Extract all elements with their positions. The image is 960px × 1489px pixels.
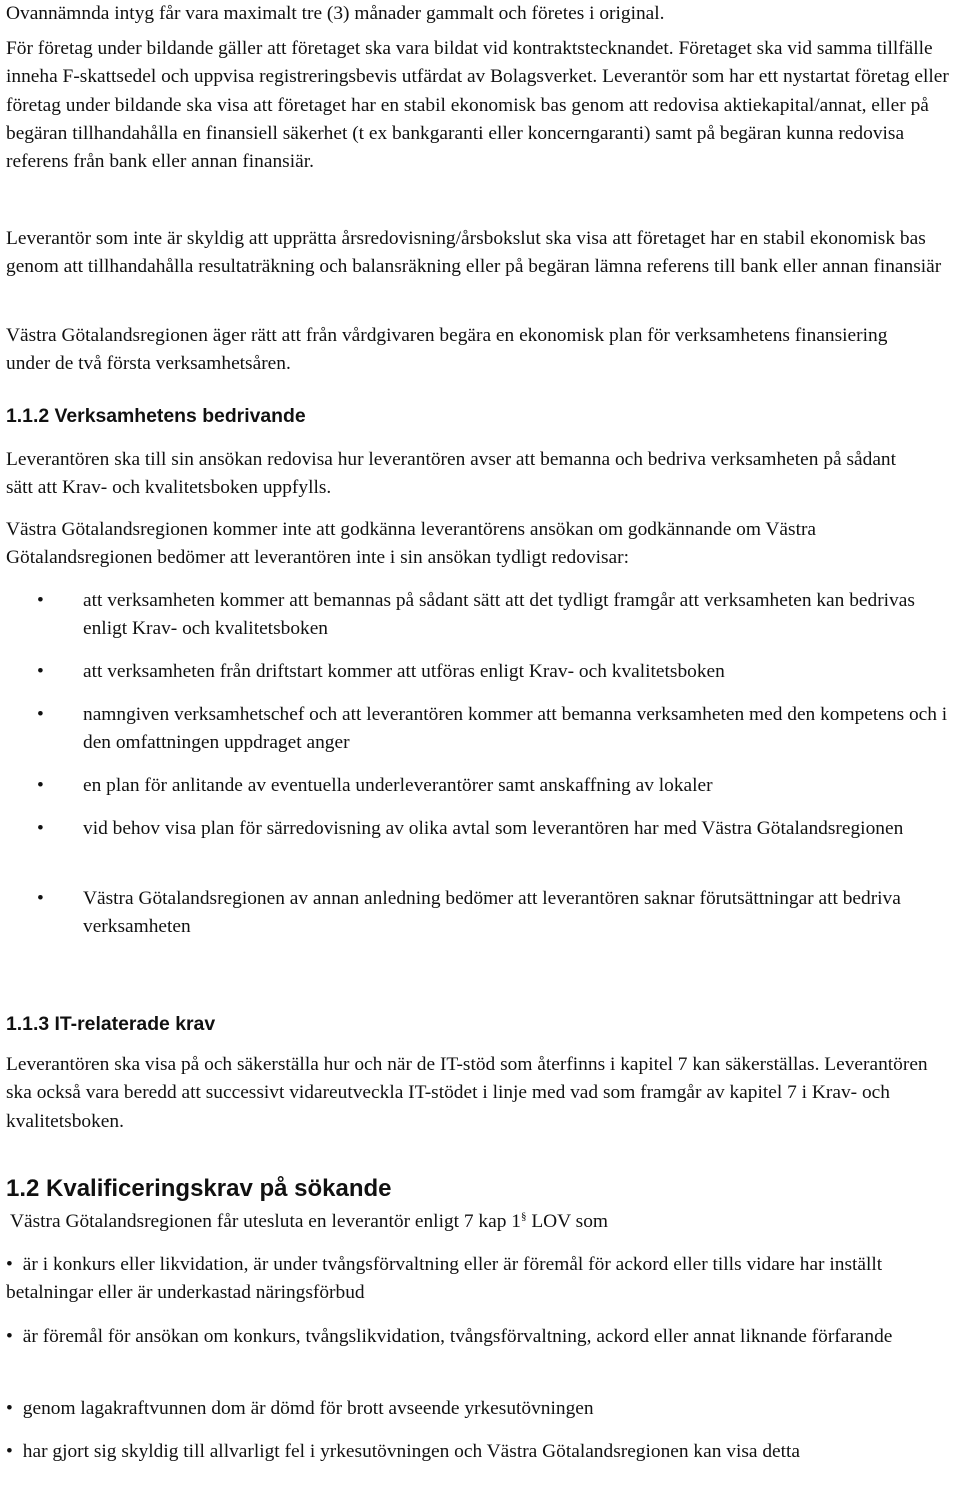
list-item xyxy=(6,772,960,815)
paragraph-exclusion-intro xyxy=(10,1208,910,1236)
list-item xyxy=(6,1251,946,1323)
bullet-icon: • xyxy=(37,775,44,796)
list-item xyxy=(6,658,960,701)
heading-1-1-3: 1.1.3 IT-relaterade krav xyxy=(6,1013,216,1035)
bullet-icon: • xyxy=(6,1254,13,1275)
bullet-icon: • xyxy=(6,1398,13,1419)
list-item xyxy=(6,701,960,772)
bullet-icon: • xyxy=(37,888,44,909)
exclusion-intro-tail: LOV som xyxy=(526,1211,609,1232)
paragraph-certificate-age: Ovannämnda intyg får vara maximalt tre (3) månader gammalt och företes i original. xyxy=(6,3,665,24)
list-item-text: Västra Götalandsregionen av annan anledning bedömer att leverantören saknar förutsättningar att bedriva verksamheten xyxy=(83,888,901,938)
bullet-icon: • xyxy=(37,818,44,839)
bullet-icon: • xyxy=(6,1326,13,1347)
paragraph-it-requirements: Leverantören ska visa på och säkerställa hur och när de IT-stöd som återfinns i kapitel 7 kan säkerställas. Leverantören ska också vara beredd att successivt vidareutveckla IT-stödet i linje med vad som framgår av kapitel 7 i Krav- och kvalitetsboken. xyxy=(6,1054,928,1132)
list-item-text: är i konkurs eller likvidation, är under tvångsförvaltning eller är föremål för ackord eller tills vidare har inställt betalningar eller är underkastad näringsförbud xyxy=(6,1254,883,1304)
bullet-icon: • xyxy=(37,590,44,611)
list-item xyxy=(6,885,960,942)
list-item-text: har gjort sig skyldig till allvarligt fel i yrkesutövningen och Västra Götalandsregionen kan visa detta xyxy=(22,1441,801,1462)
list-item-text: vid behov visa plan för särredovisning av olika avtal som leverantören har med Västra Götalandsregionen xyxy=(83,818,904,839)
heading-1-1-2: 1.1.2 Verksamhetens bedrivande xyxy=(6,405,306,427)
list-item-text: att verksamheten kommer att bemannas på sådant sätt att det tydligt framgår att verksamheten kan bedrivas enligt Krav- och kvalitetsboken xyxy=(83,590,915,640)
bullet-icon: • xyxy=(6,1441,13,1462)
list-item xyxy=(6,815,960,885)
paragraph-staffing: Leverantören ska till sin ansökan redovisa hur leverantören avser att bemanna och bedriva verksamheten på sådant sätt att Krav- och kvalitetsboken uppfylls. xyxy=(6,449,897,499)
heading-1-2: 1.2 Kvalificeringskrav på sökande xyxy=(6,1175,392,1202)
paragraph-economic-plan: Västra Götalandsregionen äger rätt att från vårdgivaren begära en ekonomisk plan för verksamhetens finansiering under de två första verksamhetsåren. xyxy=(6,325,888,375)
list-item xyxy=(6,1438,946,1466)
list-item-text: att verksamheten från driftstart kommer att utföras enligt Krav- och kvalitetsboken xyxy=(83,661,725,682)
bullet-icon: • xyxy=(37,704,44,725)
section-sign: § xyxy=(520,1210,527,1223)
list-item xyxy=(6,587,960,658)
list-item-text: namngiven verksamhetschef och att leverantören kommer att bemanna verksamheten med den kompetens och i den omfattningen uppdraget anger xyxy=(83,704,948,754)
paragraph-company-formation: För företag under bildande gäller att företaget ska vara bildat vid kontraktstecknandet. Företaget ska vid samma tillfälle inneha F-skattsedel och uppvisa registreringsbevis utfärdat av Bolagsverket. Leverantör som har ett nystartat företag eller företag under bildande ska visa att företaget har en stabil ekonomisk bas genom att redovisa aktiekapital/annat, eller på begäran tillhandahålla en finansiell säkerhet (t ex bankgaranti eller koncerngaranti) samt på begäran kunna redovisa referens från bank eller annan finansiär. xyxy=(6,38,949,173)
exclusion-intro-text: Västra Götalandsregionen får utesluta en leverantör enligt 7 kap 1 xyxy=(10,1211,521,1232)
list-item-text: genom lagakraftvunnen dom är dömd för brott avseende yrkesutövningen xyxy=(22,1398,594,1419)
bullet-icon: • xyxy=(37,661,44,682)
exclusion-grounds-list xyxy=(6,1251,946,1466)
paragraph-no-annual-report: Leverantör som inte är skyldig att upprätta årsredovisning/årsbokslut ska visa att företaget har en stabil ekonomisk bas genom att tillhandahålla resultaträkning och balansräkning eller på begäran lämna referens till bank eller annan finansiär xyxy=(6,228,942,278)
list-item-text: är föremål för ansökan om konkurs, tvångslikvidation, tvångsförvaltning, ackord eller annat liknande förfarande xyxy=(22,1326,893,1347)
paragraph-approval-criteria: Västra Götalandsregionen kommer inte att godkänna leverantörens ansökan om godkännande om Västra Götalandsregionen bedömer att leverantören inte i sin ansökan tydligt redovisar: xyxy=(6,519,817,569)
list-item-text: en plan för anlitande av eventuella underleverantörer samt anskaffning av lokaler xyxy=(83,775,713,796)
list-item xyxy=(6,1323,946,1395)
approval-criteria-list xyxy=(6,587,960,942)
list-item xyxy=(6,1395,946,1438)
